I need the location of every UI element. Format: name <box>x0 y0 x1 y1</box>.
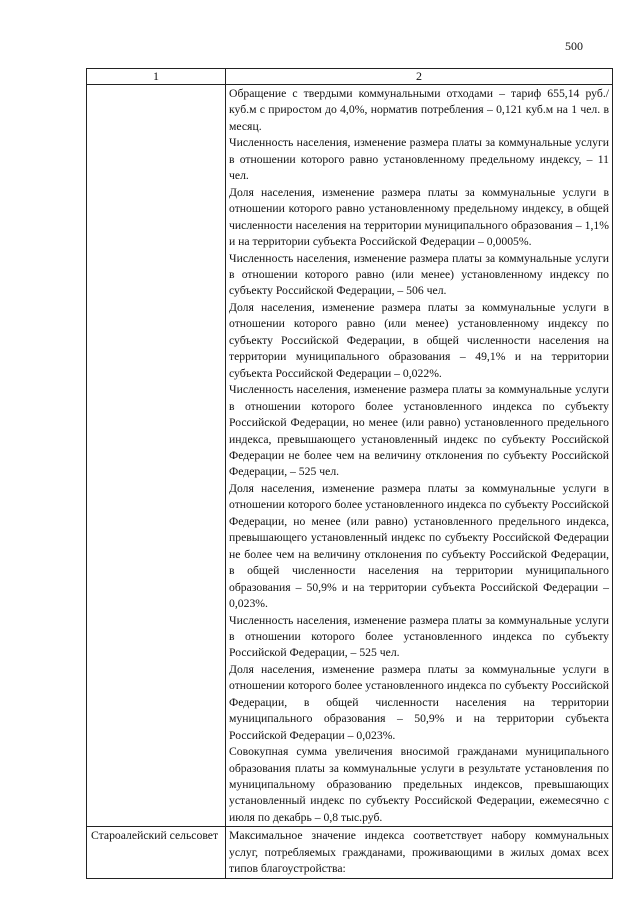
table-row <box>87 827 613 878</box>
page-number: 500 <box>565 39 583 53</box>
paragraph-max-index: Максимальное значение индекса соответствует набору коммунальных услуг, потребляемых гражданами, проживающими в жилых домах всех типов благоустройства: <box>229 829 609 876</box>
row-1-right-cell <box>226 85 613 827</box>
paragraph-share-equal-limit: Доля населения, изменение размера платы за коммунальные услуги в отношении которого равно установленному предельному индексу, в общей численности населения на территории муниципального образования – 1,1% и на территории субъекта Российской Федерации – 0,0005%. <box>229 185 609 249</box>
paragraph-population-equal-or-less: Численность населения, изменение размера платы за коммунальные услуги в отношении которого равно (или менее) установленному индексу по субъекту Российской Федерации, – 506 чел. <box>229 251 609 298</box>
paragraph-population-above-within-deviation: Численность населения, изменение размера платы за коммунальные услуги в отношении которого более установленного индекса по субъекту Российской Федерации, но менее (или равно) установленного предельного индекса, превышающего установленный индекс по субъекту Российской Федерации не более чем на величину отклонения по субъекту Российской Федерации, – 525 чел. <box>229 383 609 479</box>
paragraph-share-above: Доля населения, изменение размера платы за коммунальные услуги в отношении которого более установленного индекса по субъекту Российской Федерации, в общей численности населения на территории муниципального образования – 50,9% и на территории субъекта Российской Федерации – 0,023%. <box>229 662 609 742</box>
paragraph-population-above: Численность населения, изменение размера платы за коммунальные услуги в отношении которого более установленного индекса по субъекту Российской Федерации, – 525 чел. <box>229 613 609 660</box>
row-1-text <box>226 85 612 826</box>
row-1-municipality <box>87 85 225 86</box>
row-2-municipality: Староалейский сельсовет <box>91 829 219 843</box>
row-2-text <box>226 827 612 877</box>
row-2-right-cell <box>226 827 613 878</box>
paragraph-population-equal-limit: Численность населения, изменение размера платы за коммунальные услуги в отношении которого равно установленному предельному индексу, – 11 чел. <box>229 136 609 183</box>
table-header-row <box>87 69 613 85</box>
column-header-2: 2 <box>226 69 613 85</box>
column-header-1: 1 <box>87 69 226 85</box>
paragraph-share-equal-or-less: Доля населения, изменение размера платы за коммунальные услуги в отношении которого равно (или менее) установленному индексу по субъекту Российской Федерации, в общей численности населения на территории муниципального образования – 49,1% и на территории субъекта Российской Федерации – 0,022%. <box>229 300 609 380</box>
table-row <box>87 85 613 827</box>
paragraph-share-above-within-deviation: Доля населения, изменение размера платы за коммунальные услуги в отношении которого более установленного индекса по субъекту Российской Федерации, но менее (или равно) установленного предельного индекса, превышающего установленный индекс по субъекту Российской Федерации не более чем на величину отклонения по субъекту Российской Федерации, в общей численности населения на территории муниципального образования – 50,9% и на территории субъекта Российской Федерации – 0,023%. <box>229 481 609 611</box>
row-2-left-cell <box>87 827 226 878</box>
row-1-left-cell <box>87 85 226 827</box>
document-table <box>86 68 613 879</box>
paragraph-total-increase: Совокупная сумма увеличения вносимой гражданами муниципального образования платы за коммунальные услуги в результате установления по муниципальному образованию предельных индексов, превышающих установленный индекс по субъекту Российской Федерации, ежемесячно с июля по декабрь – 0,8 тыс.руб. <box>229 745 609 824</box>
paragraph-waste-tariff: Обращение с твердыми коммунальными отходами – тариф 655,14 руб./куб.м с приростом до 4,0%, норматив потребления – 0,121 куб.м на 1 чел. в месяц. <box>229 87 609 133</box>
